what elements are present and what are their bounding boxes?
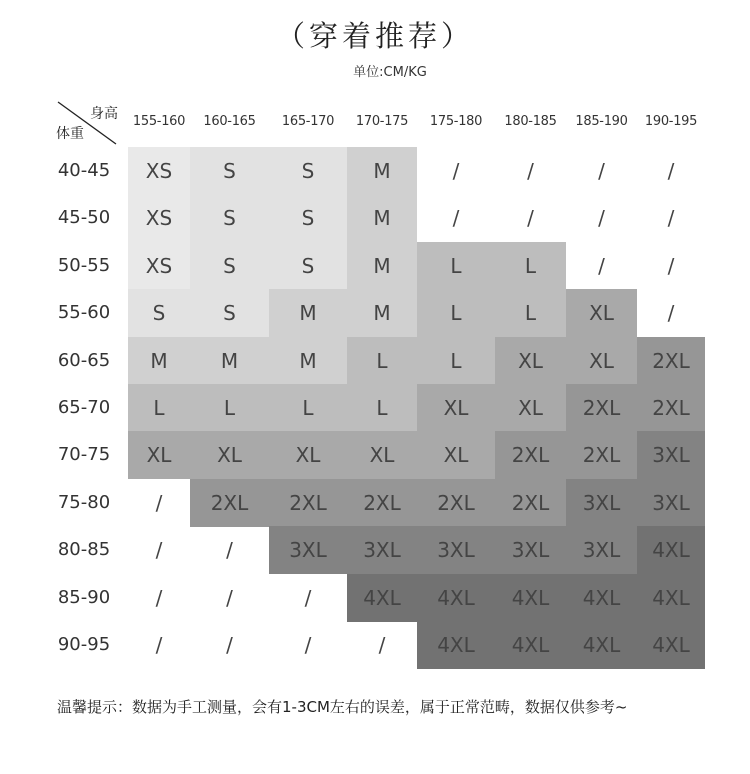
size-cell: 4XL [637, 574, 705, 622]
size-cell: XL [417, 384, 495, 432]
size-cell: 3XL [566, 526, 637, 574]
size-cell: XS [128, 147, 190, 195]
size-cell: M [128, 337, 190, 385]
size-cell: 2XL [566, 431, 637, 479]
size-cell: / [226, 633, 233, 657]
weight-axis-label: 体重 [56, 126, 84, 142]
size-cell: XS [128, 194, 190, 242]
height-column-header: 180-185 [504, 114, 557, 129]
height-column-header: 175-180 [429, 114, 483, 129]
size-cell: 4XL [637, 621, 705, 669]
size-cell: L [417, 337, 495, 385]
size-cell: 4XL [495, 621, 566, 669]
size-cell: 2XL [417, 479, 495, 527]
size-cell: XL [417, 431, 495, 479]
height-column-header: 170-175 [355, 114, 409, 129]
table-corner-header [56, 100, 118, 146]
height-column-header: 155-160 [132, 114, 186, 129]
size-cell: / [598, 206, 605, 231]
size-cell: / [304, 585, 312, 610]
size-cell: 2XL [495, 479, 566, 527]
size-cell: S [190, 289, 269, 337]
size-cell: 4XL [566, 621, 637, 669]
size-cell: / [378, 633, 386, 657]
size-cell: L [128, 384, 190, 432]
size-cell: XS [128, 242, 190, 290]
size-cell: S [190, 147, 269, 195]
size-cell: 3XL [495, 526, 566, 574]
size-cell: 2XL [190, 479, 269, 527]
size-cell: 3XL [566, 479, 637, 527]
size-cell: / [155, 538, 163, 563]
unit-label: 单位:CM/KG [353, 65, 427, 80]
size-cell: / [226, 538, 233, 563]
weight-row-header: 75-80 [57, 491, 111, 513]
weight-row-header: 60-65 [57, 349, 111, 371]
size-cell: L [417, 289, 495, 337]
size-cell: XL [269, 431, 347, 479]
size-cell: XL [190, 431, 269, 479]
height-column-header: 165-170 [281, 114, 335, 129]
size-cell: S [190, 242, 269, 290]
size-cell: 3XL [347, 526, 417, 574]
size-cell: / [452, 206, 460, 231]
height-column-header: 190-195 [644, 114, 698, 129]
size-cell: M [347, 289, 417, 337]
size-cell: 2XL [495, 431, 566, 479]
weight-row-header: 65-70 [57, 397, 111, 418]
size-cell: M [347, 242, 417, 290]
size-cell: / [667, 159, 675, 183]
size-cell: 2XL [566, 384, 637, 432]
size-cell: / [598, 159, 605, 183]
size-cell: 4XL [417, 574, 495, 622]
size-cell: XL [566, 289, 637, 337]
weight-row-header: 90-95 [57, 634, 111, 655]
weight-row-header: 50-55 [57, 254, 111, 276]
size-cell: S [269, 147, 347, 195]
height-axis-label: 身高 [90, 106, 118, 122]
size-cell: / [155, 633, 163, 657]
size-cell: XL [495, 337, 566, 385]
size-cell: L [269, 384, 347, 432]
size-cell: L [495, 242, 566, 290]
size-cell: S [269, 194, 347, 242]
size-cell: S [128, 289, 190, 337]
size-cell: L [495, 289, 566, 337]
weight-row-header: 45-50 [57, 207, 111, 229]
page-title: （穿着推荐） [275, 19, 474, 53]
size-cell: 4XL [637, 526, 705, 574]
weight-row-header: 40-45 [57, 160, 111, 181]
size-cell: M [269, 289, 347, 337]
size-cell: S [269, 242, 347, 290]
size-cell: 3XL [269, 526, 347, 574]
size-cell: / [155, 585, 163, 610]
size-cell: 3XL [637, 479, 705, 527]
size-cell: / [452, 159, 460, 183]
size-cell: 2XL [637, 384, 705, 432]
size-cell: XL [566, 337, 637, 385]
size-cell: M [347, 147, 417, 195]
height-column-header: 160-165 [203, 114, 256, 129]
size-cell: 4XL [495, 574, 566, 622]
size-cell: L [347, 337, 417, 385]
size-cell: 4XL [347, 574, 417, 622]
size-cell: XL [495, 384, 566, 432]
size-cell: / [667, 301, 675, 326]
size-cell: M [269, 337, 347, 385]
size-cell: L [417, 242, 495, 290]
size-cell: 3XL [637, 431, 705, 479]
size-cell: / [598, 253, 605, 278]
size-cell: / [667, 206, 675, 231]
size-cell: 4XL [417, 621, 495, 669]
height-column-header: 185-190 [575, 114, 628, 129]
size-cell: 3XL [417, 526, 495, 574]
size-cell: / [527, 159, 534, 183]
size-cell: M [347, 194, 417, 242]
size-cell: 2XL [269, 479, 347, 527]
size-cell: / [667, 253, 675, 278]
size-cell: M [190, 337, 269, 385]
weight-row-header: 80-85 [57, 539, 111, 561]
size-cell: / [155, 490, 163, 515]
weight-row-header: 70-75 [57, 444, 111, 466]
size-cell: 2XL [347, 479, 417, 527]
measurement-note: 温馨提示：数据为手工测量，会有1-3CM左右的误差，属于正常范畴，数据仅供参考~ [57, 698, 628, 716]
size-cell: L [190, 384, 269, 432]
size-cell: XL [347, 431, 417, 479]
weight-row-header: 85-90 [57, 586, 111, 608]
size-cell: 2XL [637, 337, 705, 385]
weight-row-header: 55-60 [57, 302, 111, 324]
size-cell: XL [128, 431, 190, 479]
size-cell: / [304, 633, 312, 657]
size-cell: / [527, 206, 534, 231]
size-cell: 4XL [566, 574, 637, 622]
size-cell: / [226, 585, 233, 610]
size-cell: S [190, 194, 269, 242]
size-cell: L [347, 384, 417, 432]
